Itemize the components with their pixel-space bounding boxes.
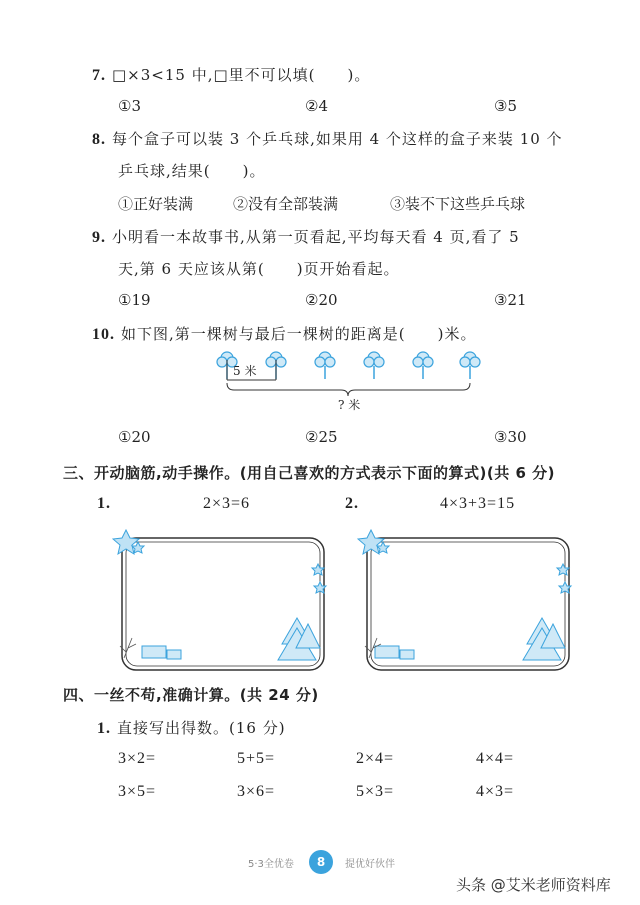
question-9 [92, 226, 520, 247]
calc-item: 4×3= [476, 783, 515, 800]
watermark: 头条 @艾米老师资料库 [456, 876, 611, 894]
question-text: 如下图,第一棵树与最后一棵树的距离是( )米。 [121, 325, 477, 343]
tree-icon [413, 352, 433, 379]
calc-item: 3×6= [237, 783, 276, 800]
section-3-title: 三、开动脑筋,动手操作。(用自己喜欢的方式表示下面的算式)(共 6 分) [63, 464, 556, 482]
item-number: 1. [97, 720, 111, 737]
expression: 2×3=6 [203, 495, 251, 512]
calc-item: 5+5= [237, 750, 276, 767]
calc-item: 3×5= [118, 783, 157, 800]
tree-icon [364, 352, 384, 379]
item-number: 1. [97, 495, 111, 512]
calc-item: 5×3= [356, 783, 395, 800]
question-text: □×3<15 中,□里不可以填( )。 [112, 66, 371, 84]
tree-house-icon [365, 618, 565, 660]
page-number: 8 [309, 850, 333, 874]
option: ③装不下这些乒乓球 [390, 195, 526, 213]
footer-slogan: 提优好伙伴 [345, 859, 395, 870]
option: ②20 [305, 291, 338, 309]
drawing-frame-2[interactable] [357, 526, 575, 678]
option: ②没有全部装满 [233, 195, 339, 213]
tree-icon [460, 352, 480, 379]
subsection-text: 直接写出得数。(16 分) [117, 719, 286, 737]
question-text: 每个盒子可以装 3 个乒乓球,如果用 4 个这样的盒子来装 10 个 [112, 130, 563, 148]
unknown-distance-label: ? 米 [338, 398, 361, 412]
question-number: 8. [92, 131, 106, 148]
option: ①正好装满 [118, 195, 194, 213]
question-8 [92, 128, 563, 149]
option: ②25 [305, 428, 338, 446]
star-icon [557, 564, 569, 575]
question-number: 10. [92, 326, 115, 343]
calc-item: 2×4= [356, 750, 395, 767]
option: ③21 [494, 291, 527, 309]
question-7 [92, 64, 370, 85]
tree-icon [315, 352, 335, 379]
subsection-1 [97, 717, 286, 738]
option: ①3 [118, 97, 141, 115]
question-text-line2: 乒乓球,结果( )。 [118, 162, 266, 180]
option: ①19 [118, 291, 151, 309]
option: ③5 [494, 97, 517, 115]
tree-house-icon [120, 618, 320, 660]
question-number: 9. [92, 229, 106, 246]
section-4-title: 四、一丝不苟,准确计算。(共 24 分) [63, 686, 319, 704]
item-number: 2. [345, 495, 359, 512]
question-number: 7. [92, 67, 106, 84]
expression: 4×3+3=15 [440, 495, 516, 512]
question-text-line2: 天,第 6 天应该从第( )页开始看起。 [118, 260, 400, 278]
option: ①20 [118, 428, 151, 446]
star-icon [312, 564, 324, 575]
question-text: 小明看一本故事书,从第一页看起,平均每天看 4 页,看了 5 [112, 228, 520, 246]
five-meter-label: 5 米 [233, 364, 257, 378]
option: ③30 [494, 428, 527, 446]
footer-brand: 5·3全优卷 [248, 859, 294, 870]
drawing-frame-1[interactable] [112, 526, 330, 678]
total-brace [227, 383, 470, 396]
option: ②4 [305, 97, 328, 115]
calc-item: 3×2= [118, 750, 157, 767]
question-10 [92, 323, 476, 344]
calc-item: 4×4= [476, 750, 515, 767]
